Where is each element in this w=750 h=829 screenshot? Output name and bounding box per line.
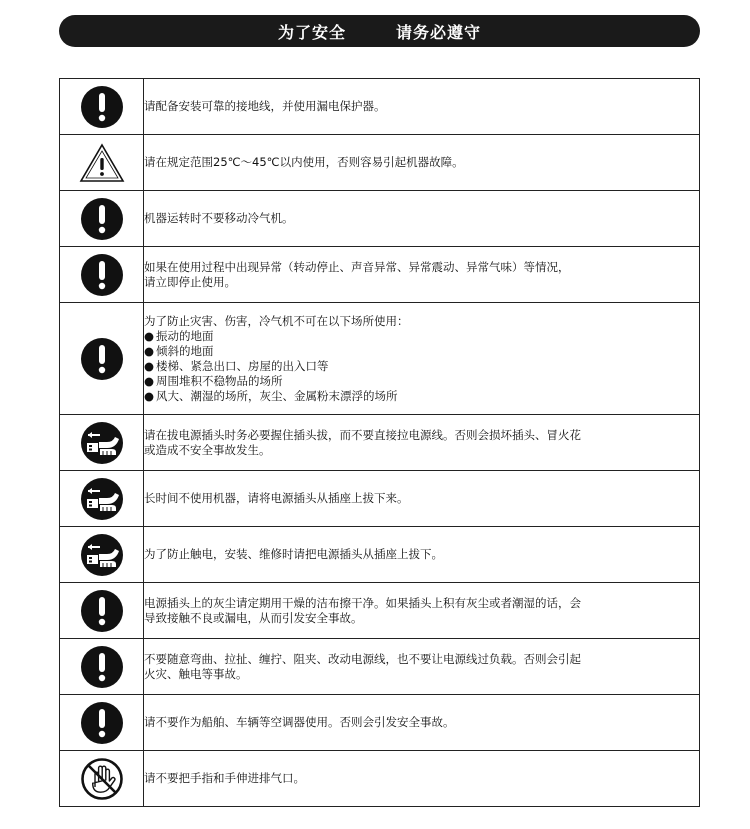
rule-text-line: 为了防止触电，安装、维修时请把电源插头从插座上拔下。 <box>144 547 443 561</box>
rule-icon-cell <box>60 751 144 807</box>
table-row <box>60 415 700 471</box>
rule-text-line: 电源插头上的灰尘请定期用干燥的洁布擦干净。如果插头上积有灰尘或者潮湿的话，会 <box>144 595 581 610</box>
rule-text-cell <box>144 191 700 247</box>
rule-icon-cell <box>60 527 144 583</box>
rule-icon-cell <box>60 415 144 471</box>
rule-text-line: 为了防止灾害、伤害，冷气机不可在以下场所使用： <box>144 313 409 328</box>
no-hand-icon <box>60 757 143 801</box>
table-row <box>60 79 700 135</box>
header-title-left: 为了安全 <box>277 22 346 42</box>
rule-icon-cell <box>60 695 144 751</box>
mandatory-icon <box>60 85 143 129</box>
rule-icon-cell <box>60 471 144 527</box>
rule-text-line: 请不要作为船舶、车辆等空调器使用。否则会引发安全事故。 <box>144 715 455 729</box>
rule-icon-cell <box>60 79 144 135</box>
unplug-icon <box>60 533 143 577</box>
mandatory-icon <box>60 253 143 297</box>
table-row <box>60 695 700 751</box>
unplug-icon <box>60 477 143 521</box>
rule-text-line: 请不要把手指和手伸进排气口。 <box>144 771 305 785</box>
rule-icon-cell <box>60 191 144 247</box>
table-row <box>60 191 700 247</box>
rule-icon-cell <box>60 247 144 303</box>
mandatory-icon <box>60 589 143 633</box>
rule-icon-cell <box>60 583 144 639</box>
rule-text-cell <box>144 695 700 751</box>
mandatory-icon <box>60 645 143 689</box>
mandatory-icon <box>60 701 143 745</box>
table-row <box>60 471 700 527</box>
rule-bullet-item: ● 倾斜的地面 <box>144 344 699 359</box>
unplug-icon <box>60 421 143 465</box>
rule-icon-cell <box>60 639 144 695</box>
table-row <box>60 639 700 695</box>
table-row <box>60 303 700 415</box>
rule-text-line: 导致接触不良或漏电，从而引发安全事故。 <box>144 610 363 625</box>
rule-text-cell <box>144 247 700 303</box>
header-title-right: 请务必遵守 <box>396 22 482 42</box>
section-header <box>59 15 700 47</box>
rule-icon-cell <box>60 135 144 191</box>
rule-text-line: 机器运转时不要移动冷气机。 <box>144 211 294 225</box>
rule-text-cell <box>144 583 700 639</box>
table-row <box>60 247 700 303</box>
rule-icon-cell <box>60 303 144 415</box>
rule-text-cell <box>144 79 700 135</box>
rule-bullet-item: ● 振动的地面 <box>144 329 699 344</box>
rule-text-line: 不要随意弯曲、拉扯、缠拧、阻夹、改动电源线，也不要让电源线过负载。否则会引起 <box>144 651 581 666</box>
rule-bullet-item: ● 周围堆积不稳物品的场所 <box>144 374 699 389</box>
rule-bullet-item: ● 楼梯、紧急出口、房屋的出入口等 <box>144 359 699 374</box>
safety-rules-table <box>59 78 700 807</box>
rule-text-line: 请在规定范围25℃～45℃以内使用，否则容易引起机器故障。 <box>144 155 464 169</box>
mandatory-icon <box>60 337 143 381</box>
rule-text-line: 火灾、触电等事故。 <box>144 666 248 681</box>
rule-text-cell <box>144 303 700 415</box>
mandatory-icon <box>60 197 143 241</box>
table-row <box>60 583 700 639</box>
rule-text-line: 或造成不安全事故发生。 <box>144 442 271 457</box>
rule-text-line: 请立即停止使用。 <box>144 274 236 289</box>
rule-bullet-item: ● 风大、潮湿的场所，灰尘、金属粉末漂浮的场所 <box>144 389 699 404</box>
table-row <box>60 527 700 583</box>
table-row <box>60 135 700 191</box>
rule-text-cell <box>144 751 700 807</box>
table-row <box>60 751 700 807</box>
rule-text-cell <box>144 639 700 695</box>
rule-text-line: 请在拔电源插头时务必要握住插头拔，而不要直接拉电源线。否则会损坏插头、冒火花 <box>144 427 581 442</box>
rule-text-cell <box>144 527 700 583</box>
rule-text-line: 长时间不使用机器，请将电源插头从插座上拔下来。 <box>144 491 409 505</box>
rule-text-cell <box>144 415 700 471</box>
rule-text-line: 请配备安装可靠的接地线，并使用漏电保护器。 <box>144 99 386 113</box>
rule-text-line: 如果在使用过程中出现异常（转动停止、声音异常、异常震动、异常气味）等情况， <box>144 259 570 274</box>
warning-triangle-icon <box>60 143 143 183</box>
rule-text-cell <box>144 135 700 191</box>
rule-text-cell <box>144 471 700 527</box>
